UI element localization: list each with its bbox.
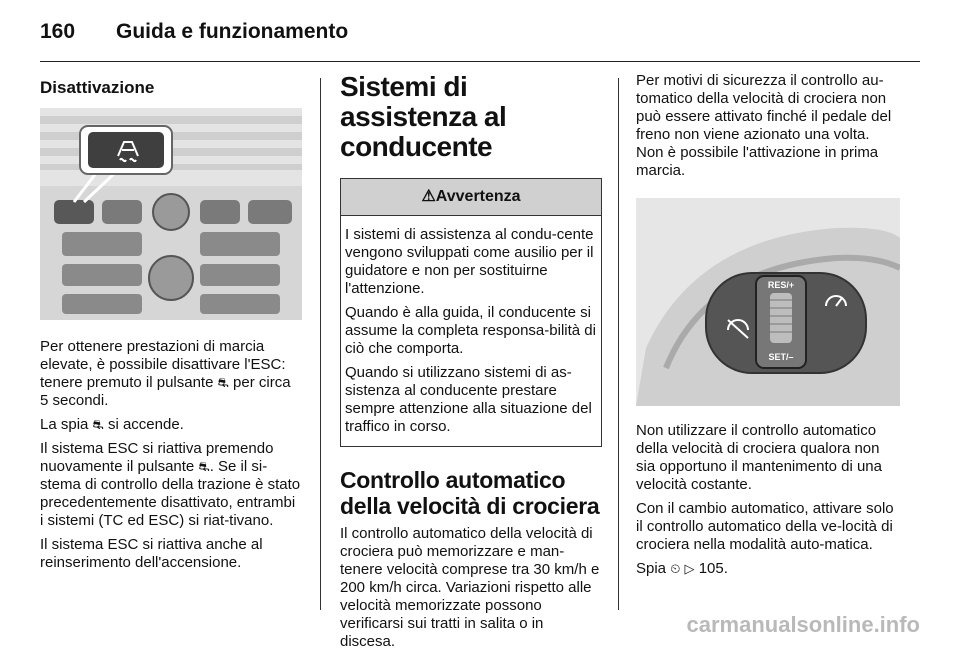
esc-off-icon: ⛐ xyxy=(198,459,210,474)
esc-off-icon: ⛐ xyxy=(217,375,229,390)
warning-body xyxy=(341,216,601,446)
warning-box xyxy=(340,178,602,447)
column-divider-1 xyxy=(320,78,321,610)
paragraph-4: Il sistema ESC si riattiva anche al reinserimento dell'accensione. xyxy=(40,536,263,571)
warning-paragraph-2: Quando è alla guida, il conducente si assume la completa responsa-bilità di ciò che comporta. xyxy=(345,304,596,357)
warning-triangle-icon: ⚠ xyxy=(421,188,436,205)
section-title: Sistemi di assistenza al conducente xyxy=(340,71,507,162)
page-header xyxy=(40,20,348,44)
page-number: 160 xyxy=(40,20,76,43)
cruise-control-illustration xyxy=(636,198,900,406)
paragraph-indicator: Spia ⏲ ▷ 105. xyxy=(636,560,728,577)
paragraph-safety: Per motivi di sicurezza il controllo au-tomatico della velocità di crociera non può essere attivato finché il pedale del freno non viene azionato una volta. Non è possibile l'attivazione in prima marcia. xyxy=(636,72,892,179)
dashboard-figure xyxy=(40,108,302,320)
column-1 xyxy=(40,72,302,578)
column-2 xyxy=(340,72,602,657)
column-divider-2 xyxy=(618,78,619,610)
esc-indicator-icon: ⛐ xyxy=(92,417,104,432)
subsection-title: Controllo automatico della velocità di crociera xyxy=(340,467,600,519)
esc-button-illustration xyxy=(40,108,302,320)
paragraph-2: La spia ⛐ si accende. xyxy=(40,416,184,433)
section-heading: Disattivazione xyxy=(40,78,155,97)
warning-header: ⚠Avvertenza xyxy=(341,179,601,216)
warning-paragraph-3: Quando si utilizzano sistemi di as-sistenza al conducente prestare sempre attenzione alla situazione del traffico in corso. xyxy=(345,364,592,435)
warning-paragraph-1: I sistemi di assistenza al condu-cente vengono sviluppati come ausilio per il guidatore e non per sostituirne l'attenzione. xyxy=(345,226,594,297)
paragraph-3: Il sistema ESC si riattiva premendo nuovamente il pulsante ⛐. Se il si-stema di controllo della trazione è stato precedentemente disattivato, entrambi i sistemi (TC ed ESC) si riat-tivano. xyxy=(40,440,301,529)
header-rule xyxy=(40,61,920,62)
steering-wheel-figure xyxy=(636,198,898,406)
paragraph-constant-speed: Non utilizzare il controllo automatico della velocità di crociera qualora non sia opportuno il mantenimento di una velocità costante. xyxy=(636,422,882,493)
watermark: carmanualsonline.info xyxy=(686,612,920,637)
cruise-control-icon: ⏲ xyxy=(670,561,681,576)
paragraph-1: Per ottenere prestazioni di marcia elevate, è possibile disattivare l'ESC: tenere premuto il pulsante ⛐ per circa 5 secondi. xyxy=(40,338,291,409)
set-label: SET/– xyxy=(768,352,794,362)
res-label: RES/+ xyxy=(767,280,795,290)
page-title: Guida e funzionamento xyxy=(116,20,349,43)
column-3 xyxy=(636,72,900,584)
paragraph-cruise-intro: Il controllo automatico della velocità di crociera può memorizzare e man-tenere velocità comprese tra 30 km/h e 200 km/h circa. Variazioni rispetto alle velocità memorizzate possono verificarsi sui tratti in salita o in discesa. xyxy=(340,525,600,650)
page-reference-arrow-icon: ▷ xyxy=(684,561,695,576)
paragraph-automatic: Con il cambio automatico, attivare solo il controllo automatico della ve-locità di crociera nella modalità auto-matica. xyxy=(636,500,894,553)
